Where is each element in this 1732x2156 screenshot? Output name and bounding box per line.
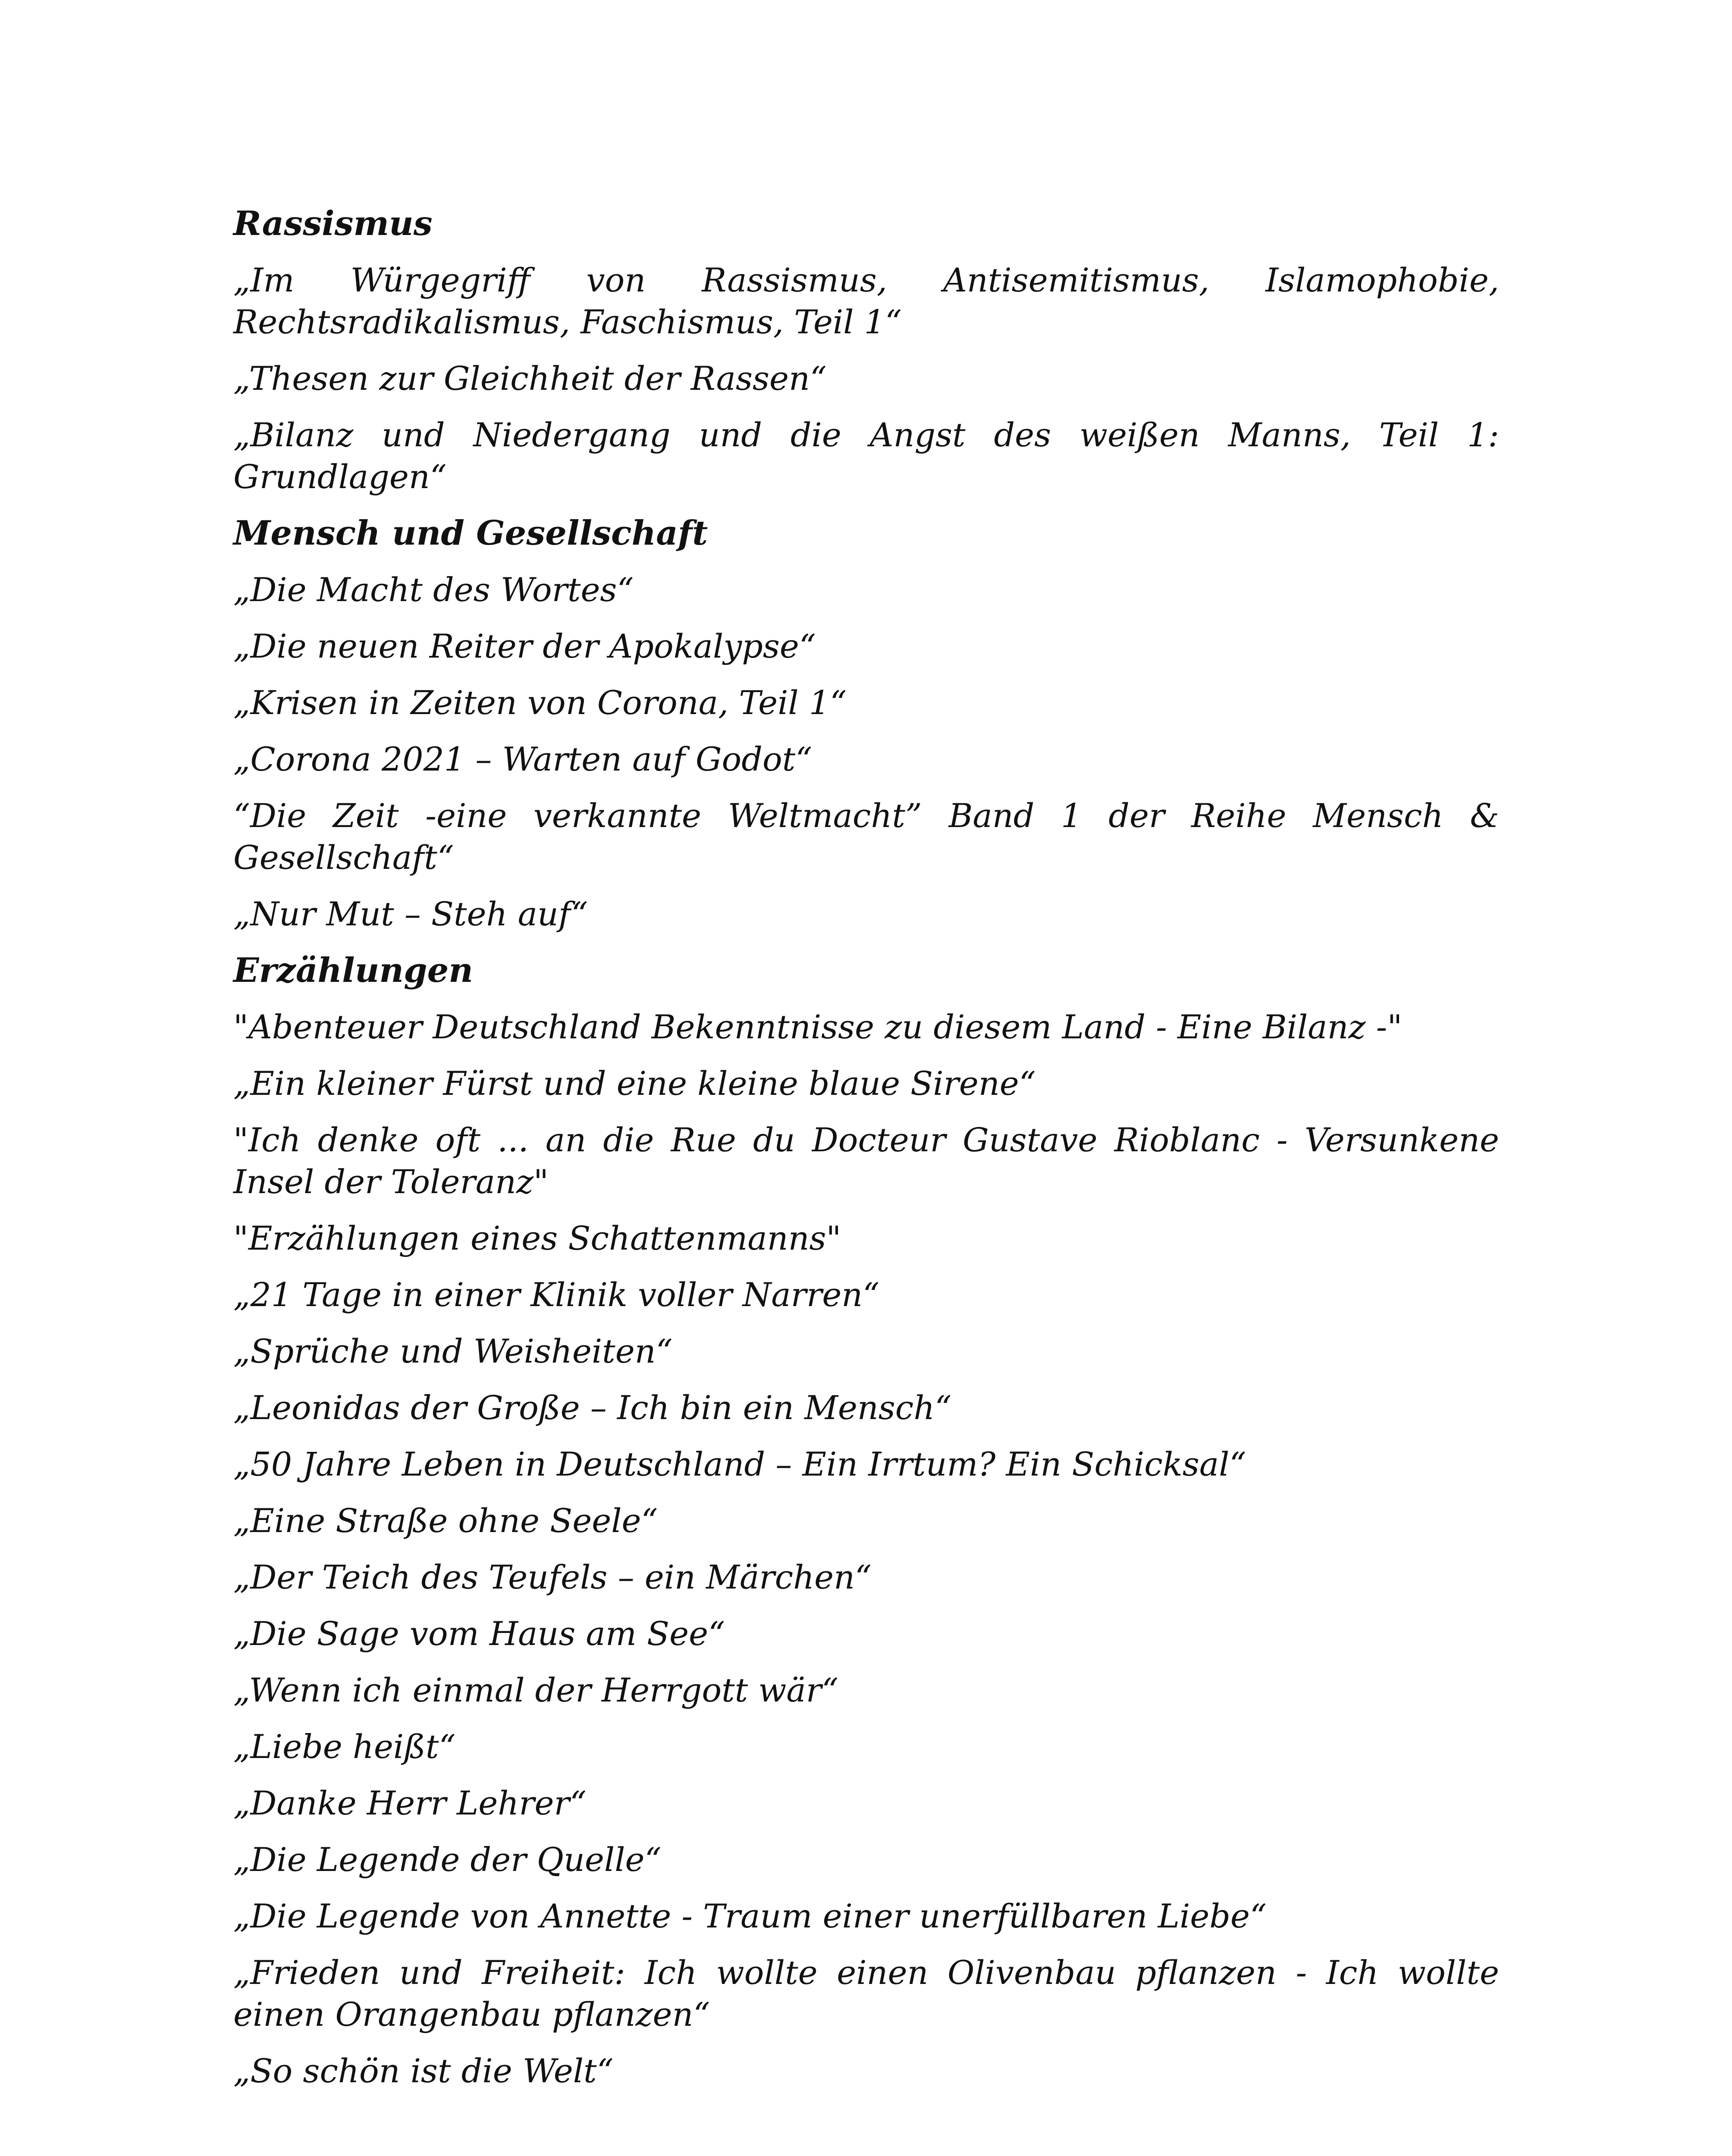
section-heading: Rassismus <box>233 204 433 243</box>
list-item: „50 Jahre Leben in Deutschland – Ein Irrtum? Ein Schicksal“ <box>233 1445 1246 1483</box>
section-heading: Mensch und Gesellschaft <box>233 514 708 553</box>
list-item: "Abenteuer Deutschland Bekenntnisse zu diesem Land - Eine Bilanz -" <box>233 1008 1403 1046</box>
list-item: “Die Zeit -eine verkannte Weltmacht” Band 1 der Reihe Mensch & Gesellschaft“ <box>233 796 1499 877</box>
list-item: „Bilanz und Niedergang und die Angst des weißen Manns, Teil 1: Grundlagen“ <box>233 416 1499 496</box>
section-mensch-und-gesellschaft <box>233 512 1499 935</box>
list-item: „Die Macht des Wortes“ <box>233 570 634 609</box>
section-erzaehlungen <box>233 950 1499 2092</box>
list-item: „Die neuen Reiter der Apokalypse“ <box>233 627 816 665</box>
list-item: „Krisen in Zeiten von Corona, Teil 1“ <box>233 683 847 722</box>
list-item: „So schön ist die Welt“ <box>233 2052 614 2090</box>
list-item: „Sprüche und Weisheiten“ <box>233 1332 673 1370</box>
list-item: „Die Sage vom Haus am See“ <box>233 1614 725 1653</box>
list-item: „Corona 2021 – Warten auf Godot“ <box>233 740 813 778</box>
book-list <box>233 203 1499 2106</box>
list-item: „Leonidas der Große – Ich bin ein Mensch“ <box>233 1388 952 1427</box>
list-item: „Nur Mut – Steh auf“ <box>233 895 588 933</box>
list-item: „Die Legende der Quelle“ <box>233 1840 662 1879</box>
list-item: "Ich denke oft ... an die Rue du Docteur Gustave Rioblanc - Versunkene Insel der Toleranz" <box>233 1121 1499 1201</box>
list-item: „Der Teich des Teufels – ein Märchen“ <box>233 1558 872 1596</box>
list-item: „Eine Straße ohne Seele“ <box>233 1501 658 1540</box>
list-item: „Im Würgegriff von Rassismus, Antisemitismus, Islamophobie, Rechtsradikalismus, Faschismus, Teil 1“ <box>233 261 1499 341</box>
list-item: „Ein kleiner Fürst und eine kleine blaue Sirene“ <box>233 1064 1036 1103</box>
section-rassismus <box>233 203 1499 498</box>
list-item: „21 Tage in einer Klinik voller Narren“ <box>233 1275 880 1314</box>
list-item: „Liebe heißt“ <box>233 1727 456 1766</box>
list-item: "Erzählungen eines Schattenmanns" <box>233 1219 841 1257</box>
section-heading: Erzählungen <box>233 951 474 990</box>
list-item: „Danke Herr Lehrer“ <box>233 1784 587 1822</box>
list-item: „Thesen zur Gleichheit der Rassen“ <box>233 359 827 398</box>
list-item: „Frieden und Freiheit: Ich wollte einen Olivenbau pflanzen - Ich wollte einen Orangenbau pflanzen“ <box>233 1953 1499 2034</box>
list-item: „Die Legende von Annette - Traum einer unerfüllbaren Liebe“ <box>233 1897 1267 1935</box>
list-item: „Wenn ich einmal der Herrgott wär“ <box>233 1671 838 1709</box>
